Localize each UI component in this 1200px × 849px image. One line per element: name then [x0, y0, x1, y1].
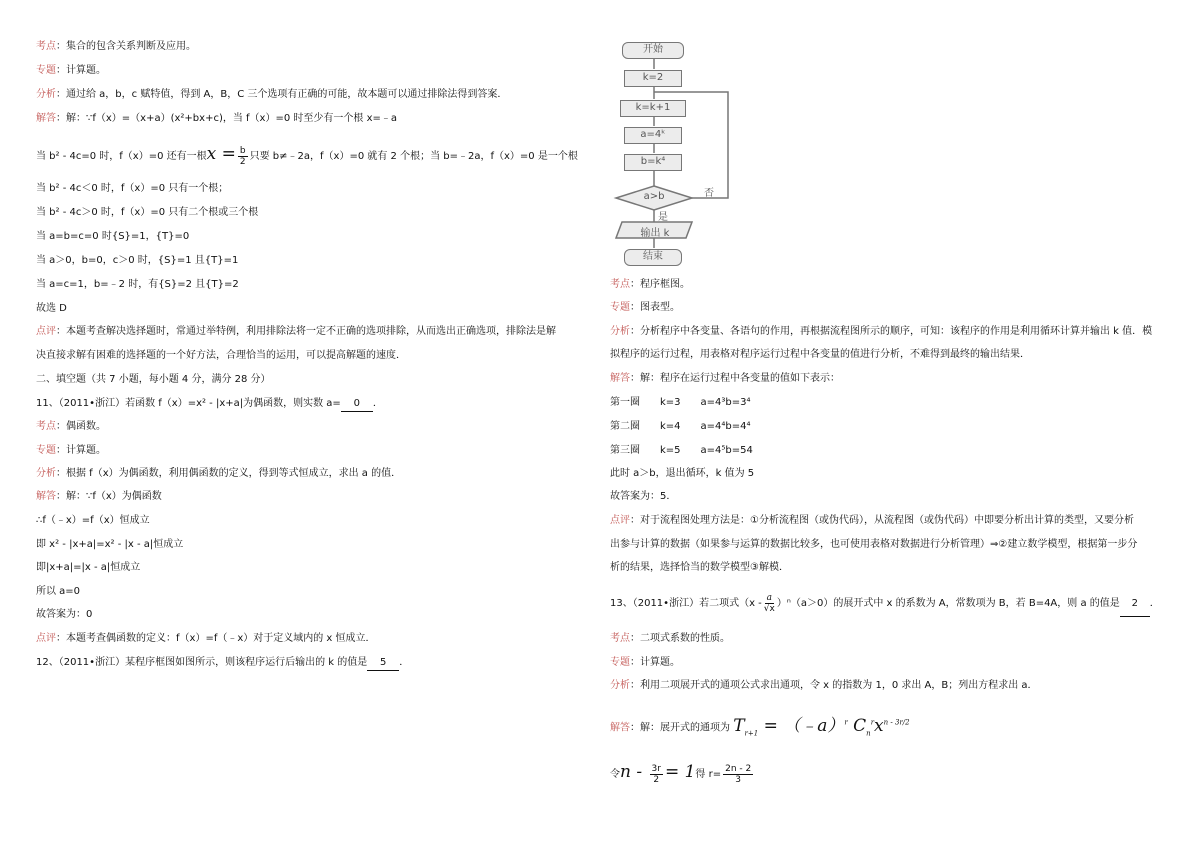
answer-blank: 5 — [367, 656, 399, 671]
zhuanti-line: 专题：图表型。 — [610, 302, 680, 313]
kaodian-line: 考点：二项式系数的性质。 — [610, 633, 730, 644]
zhuanti-line: 专题：计算题。 — [36, 445, 106, 456]
fraction: $\frac{a}{√x}$ — [763, 592, 775, 614]
loop-row: 第一圈 k=3 a=4³b=3⁴ — [610, 397, 751, 408]
jieda-line: 解答：解：程序在运行过程中各变量的值如下表示： — [610, 373, 840, 384]
init-node: k=2 — [624, 70, 682, 87]
kaodian-line: 考点：程序框图。 — [610, 279, 690, 290]
flowchart — [604, 36, 744, 276]
loop-row: 第二圈 k=4 a=4⁴b=4⁴ — [610, 421, 751, 432]
dianping-cont: 出参与计算的数据（如果参与运算的数据比较多，也可使用表格对数据进行分析管理）⇒②建立数学模型，根据第一步分 — [610, 539, 1138, 550]
fenxi-line: 分析：分析程序中各变量、各语句的作用，再根据流程图所示的顺序，可知：该程序的作用是利用循环计算并输出 k 值．模 — [610, 326, 1153, 337]
solution-line: 即|x+a|=|x - a|恒成立 — [36, 562, 141, 573]
equation-line: 令n - $\frac{3r}{2}$ = 1得 r= $\frac{2n - 2}{3}$ — [610, 762, 752, 785]
root-line: 当 b² - 4c=0 时，f（x）=0 还有一根x = $\frac{b}{2}$ 只要 b≠﹣2a，f（x）=0 就有 2 个根；当 b=﹣2a，f（x）=0 是一个根 — [36, 144, 578, 167]
jieda-line: 解答：解：∵f（x）=（x+a）(x²+bx+c)，当 f（x）=0 时至少有一个根 x=﹣a — [36, 113, 397, 124]
question-13: 13、（2011•浙江）若二项式（x - $\frac{a}{√x}$ ）ⁿ（a＞0）的展开式中 x 的系数为 A，常数项为 B，若 B=4A，则 a 的值是 2 ． — [610, 592, 1160, 617]
fraction: $\frac{3r}{2}$ — [651, 763, 661, 785]
kaodian-line: 考点：偶函数。 — [36, 421, 106, 432]
dianping-line: 点评：对于流程图处理方法是：①分析流程图（或伪代码），从流程图（或伪代码）中即要分析出计算的类型，又要分析 — [610, 515, 1134, 526]
solution-line: 所以 a=0 — [36, 586, 81, 597]
solution-line: 此时 a＞b，退出循环，k 值为 5 — [610, 468, 755, 479]
fenxi-line: 分析：利用二项展开式的通项公式求出通项，令 x 的指数为 1，0 求出 A，B；列出方程求出 a． — [610, 680, 1038, 691]
no-label: 否 — [704, 188, 714, 199]
kaodian-line: 考点：集合的包含关系判断及应用。 — [36, 41, 196, 52]
assign-a-node: a=4ᵏ — [624, 127, 682, 144]
solution-line: 当 a＞0，b=0，c＞0 时，{S}=1 且{T}=1 — [36, 255, 239, 266]
assign-b-node: b=k⁴ — [624, 154, 682, 171]
solution-line: 当 b² - 4c＜0 时，f（x）=0 只有一个根； — [36, 183, 229, 194]
solution-line: 故答案为：0 — [36, 609, 93, 620]
end-node: 结束 — [624, 249, 682, 266]
loop-row: 第三圈 k=5 a=4⁵b=54 — [610, 445, 753, 456]
zhuanti-line: 专题：计算题。 — [610, 657, 680, 668]
output-node: 输出 k — [640, 228, 670, 239]
dianping-cont: 决直接求解有困难的选择题的一个好方法，合理恰当的运用，可以提高解题的速度． — [36, 350, 406, 361]
exponent-equation: n - — [620, 762, 648, 782]
section-heading: 二、填空题（共 7 小题，每小题 4 分，满分 28 分） — [36, 374, 271, 385]
fenxi-line: 分析：根据 f（x）为偶函数，利用偶函数的定义，得到等式恒成立，求出 a 的值． — [36, 468, 402, 479]
increment-node: k=k+1 — [620, 100, 686, 117]
solution-line: 即 x² - |x+a|=x² - |x - a|恒成立 — [36, 539, 184, 550]
solution-line: ∴f（﹣x）=f（x）恒成立 — [36, 515, 150, 526]
answer-blank: 2 — [1120, 592, 1150, 617]
fraction: $\frac{b}{2}$ — [239, 145, 246, 167]
solution-line: 当 b² - 4c＞0 时，f（x）=0 只有二个根或三个根 — [36, 207, 259, 218]
general-term-formula: $T_{r+1}$ = （﹣a）$^r$ $C_n^rx^{n - 3r/2}$ — [733, 715, 910, 738]
question-11: 11、（2011•浙江）若函数 f（x）=x² - |x+a|为偶函数，则实数 a= 0 ． — [36, 397, 383, 412]
dianping-cont: 析的结果，选择恰当的数学模型③解模． — [610, 562, 789, 573]
solution-line: 故选 D — [36, 303, 67, 314]
solution-line: 当 a=b=c=0 时{S}=1，{T}=0 — [36, 231, 190, 242]
answer-blank: 0 — [341, 397, 373, 412]
solution-line: 故答案为：5． — [610, 491, 677, 502]
jieda-line: 解答：解：展开式的通项为 $T_{r+1}$ = （﹣a）$^r$ $C_n^rx^{n - 3r/2}$ — [610, 715, 910, 738]
dianping-line: 点评：本题考查偶函数的定义：f（x）=f（﹣x）对于定义域内的 x 恒成立． — [36, 633, 376, 644]
fenxi-line: 分析：通过给 a，b，c 赋特值，得到 A，B，C 三个选项有正确的可能，故本题可以通过排除法得到答案． — [36, 89, 508, 100]
question-12: 12、（2011•浙江）某程序框图如图所示，则该程序运行后输出的 k 的值是 5 ． — [36, 656, 409, 671]
solution-line: 当 a=c=1，b=﹣2 时，有{S}=2 且{T}=2 — [36, 279, 239, 290]
condition-node: a>b — [643, 191, 665, 202]
fraction: $\frac{2n - 2}{3}$ — [725, 763, 752, 785]
jieda-line: 解答：解：∵f（x）为偶函数 — [36, 491, 162, 502]
dianping-line: 点评：本题考查解决选择题时，常通过举特例，利用排除法将一定不正确的选项排除，从而选出正确选项，排除法是解 — [36, 326, 556, 337]
yes-label: 是 — [658, 212, 668, 223]
zhuanti-line: 专题：计算题。 — [36, 65, 106, 76]
fenxi-cont: 拟程序的运行过程，用表格对程序运行过程中各变量的值进行分析，不难得到最终的输出结果． — [610, 349, 1030, 360]
start-node: 开始 — [622, 42, 684, 59]
